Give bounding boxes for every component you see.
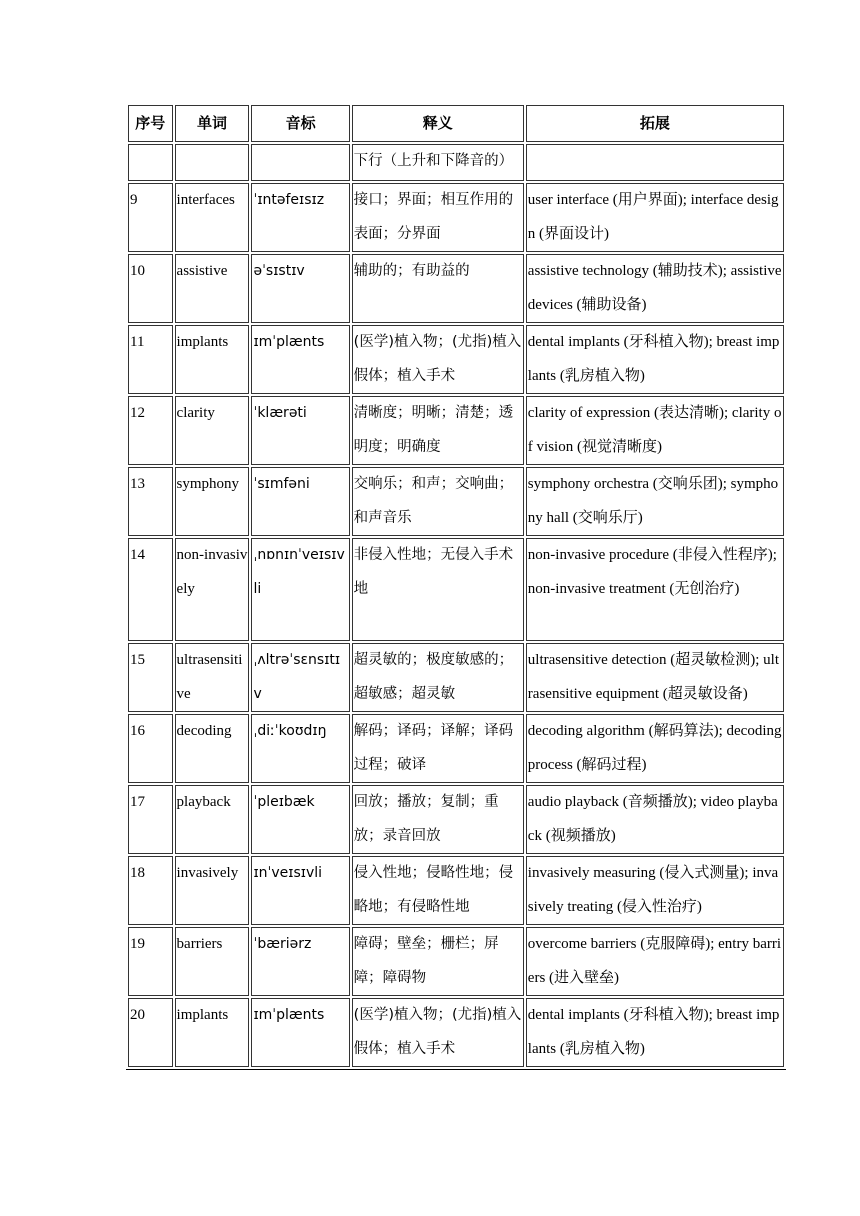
cell-no: 9 <box>128 183 173 252</box>
header-extension: 拓展 <box>526 105 784 142</box>
cell-no: 14 <box>128 538 173 641</box>
header-no: 序号 <box>128 105 173 142</box>
cell-word: implants <box>175 998 250 1067</box>
cell-meaning: (医学)植入物；(尤指)植入假体；植入手术 <box>352 998 524 1067</box>
cell-no: 16 <box>128 714 173 783</box>
table-row <box>128 643 784 712</box>
cell-meaning: 交响乐；和声；交响曲；和声音乐 <box>352 467 524 536</box>
cell-meaning: 清晰度；明晰；清楚；透明度；明确度 <box>352 396 524 465</box>
header-word: 单词 <box>175 105 250 142</box>
cell-phonetic: ɪnˈveɪsɪvli <box>251 856 349 925</box>
table-row <box>128 325 784 394</box>
vocabulary-table <box>126 103 786 1070</box>
cell-phonetic: ˈbæriərz <box>251 927 349 996</box>
cell-phonetic: ˈsɪmfəni <box>251 467 349 536</box>
cell-word: invasively <box>175 856 250 925</box>
cell-phonetic: ˈklærəti <box>251 396 349 465</box>
table-row <box>128 467 784 536</box>
cell-word: symphony <box>175 467 250 536</box>
table-row <box>128 538 784 641</box>
table-row <box>128 254 784 323</box>
cell-no: 10 <box>128 254 173 323</box>
cell-word: decoding <box>175 714 250 783</box>
cell-extension: dental implants (牙科植入物); breast implants (乳房植入物) <box>526 325 784 394</box>
cell-meaning: 超灵敏的；极度敏感的；超敏感；超灵敏 <box>352 643 524 712</box>
table-row <box>128 998 784 1067</box>
cell-meaning: 解码；译码；译解；译码过程；破译 <box>352 714 524 783</box>
cell-meaning: 下行（上升和下降音的） <box>352 144 524 181</box>
cell-word: clarity <box>175 396 250 465</box>
continuation-row <box>128 144 784 181</box>
cell-meaning: 侵入性地；侵略性地；侵略地；有侵略性地 <box>352 856 524 925</box>
cell-extension: audio playback (音频播放); video playback (视频播放) <box>526 785 784 854</box>
cell-extension: clarity of expression (表达清晰); clarity of vision (视觉清晰度) <box>526 396 784 465</box>
table-row <box>128 396 784 465</box>
cell-word: assistive <box>175 254 250 323</box>
cell-meaning: 辅助的；有助益的 <box>352 254 524 323</box>
cell-extension: ultrasensitive detection (超灵敏检测); ultrasensitive equipment (超灵敏设备) <box>526 643 784 712</box>
cell-no: 19 <box>128 927 173 996</box>
cell-phonetic: ˌʌltrəˈsɛnsɪtɪv <box>251 643 349 712</box>
cell-no: 15 <box>128 643 173 712</box>
table-row <box>128 856 784 925</box>
cell-phonetic: ˈɪntəfeɪsɪz <box>251 183 349 252</box>
cell-meaning: (医学)植入物；(尤指)植入假体；植入手术 <box>352 325 524 394</box>
cell-phonetic: ɪmˈplænts <box>251 998 349 1067</box>
cell-no: 18 <box>128 856 173 925</box>
cell-phonetic: əˈsɪstɪv <box>251 254 349 323</box>
cell-extension: user interface (用户界面); interface design (界面设计) <box>526 183 784 252</box>
cell-extension: overcome barriers (克服障碍); entry barriers (进入壁垒) <box>526 927 784 996</box>
table-header <box>128 105 784 142</box>
cell-extension: non-invasive procedure (非侵入性程序); non-invasive treatment (无创治疗) <box>526 538 784 641</box>
cell-no: 12 <box>128 396 173 465</box>
cell-extension: decoding algorithm (解码算法); decoding process (解码过程) <box>526 714 784 783</box>
cell-phonetic: ˌdiːˈkoʊdɪŋ <box>251 714 349 783</box>
cell-word: barriers <box>175 927 250 996</box>
cell-no: 13 <box>128 467 173 536</box>
cell-no: 17 <box>128 785 173 854</box>
table-row <box>128 785 784 854</box>
cell-meaning: 回放；播放；复制；重放；录音回放 <box>352 785 524 854</box>
cell-word: interfaces <box>175 183 250 252</box>
cell-meaning: 接口；界面；相互作用的表面；分界面 <box>352 183 524 252</box>
cell-word: playback <box>175 785 250 854</box>
header-phonetic: 音标 <box>251 105 349 142</box>
cell-phonetic: ɪmˈplænts <box>251 325 349 394</box>
cell-phonetic <box>251 144 349 181</box>
cell-no <box>128 144 173 181</box>
cell-no: 20 <box>128 998 173 1067</box>
header-meaning: 释义 <box>352 105 524 142</box>
table-row <box>128 927 784 996</box>
cell-meaning: 非侵入性地；无侵入手术地 <box>352 538 524 641</box>
cell-extension: invasively measuring (侵入式测量); invasively treating (侵入性治疗) <box>526 856 784 925</box>
cell-word <box>175 144 250 181</box>
cell-phonetic: ˈpleɪbæk <box>251 785 349 854</box>
cell-word: implants <box>175 325 250 394</box>
cell-word: ultrasensitive <box>175 643 250 712</box>
table-row <box>128 714 784 783</box>
cell-meaning: 障碍；壁垒；栅栏；屏障；障碍物 <box>352 927 524 996</box>
cell-no: 11 <box>128 325 173 394</box>
cell-extension: symphony orchestra (交响乐团); symphony hall (交响乐厅) <box>526 467 784 536</box>
cell-extension <box>526 144 784 181</box>
table-row <box>128 183 784 252</box>
cell-phonetic: ˌnɒnɪnˈveɪsɪvli <box>251 538 349 641</box>
header-row <box>128 105 784 142</box>
cell-extension: dental implants (牙科植入物); breast implants (乳房植入物) <box>526 998 784 1067</box>
cell-extension: assistive technology (辅助技术); assistive devices (辅助设备) <box>526 254 784 323</box>
table-body <box>128 144 784 1067</box>
cell-word: non-invasively <box>175 538 250 641</box>
